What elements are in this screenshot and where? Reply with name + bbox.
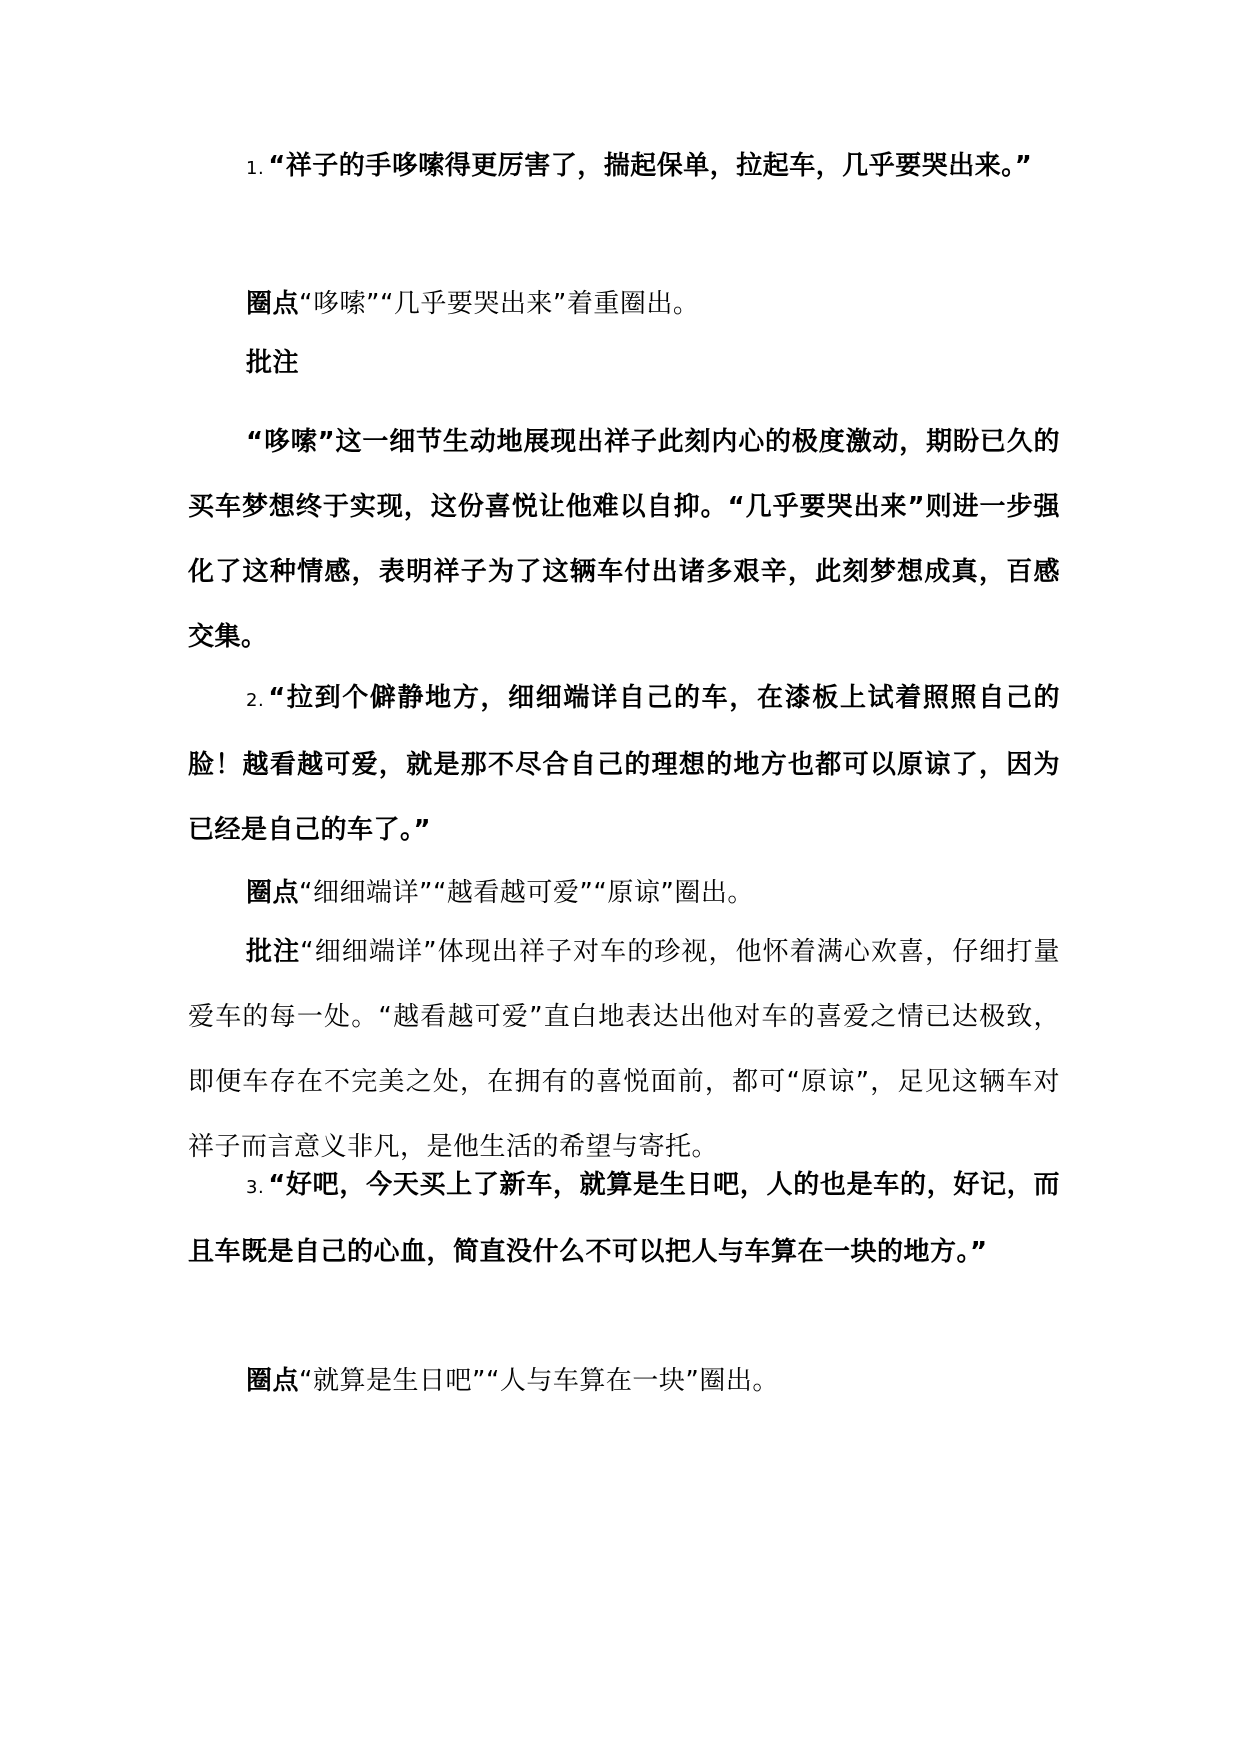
item-1-circle-text: “哆嗦”“几乎要哭出来”着重圈出。 <box>299 289 700 319</box>
item-3-quote <box>188 1153 1060 1285</box>
item-2-note-text: “细细端详”体现出祥子对车的珍视，他怀着满心欢喜，仔细打量爱车的每一处。“越看越可爱”直白地表达出他对车的喜爱之情已达极致，即便车存在不完美之处，在拥有的喜悦面前，都可“原谅”，足见这辆车对祥子而言意义非凡，是他生活的希望与寄托。 <box>188 937 1060 1162</box>
item-2-circle <box>188 861 1060 926</box>
item-1-quote <box>188 134 1060 201</box>
item-1-number: 1. <box>246 158 265 179</box>
item-1-note-text: “哆嗦”这一细节生动地展现出祥子此刻内心的极度激动，期盼已久的买车梦想终于实现，这份喜悦让他难以自抑。“几乎要哭出来”则进一步强化了这种情感，表明祥子为了这辆车付出诸多艰辛，此刻梦想成真，百感交集。 <box>188 427 1060 652</box>
item-3-circle-label: 圈点 <box>246 1366 300 1396</box>
item-1-circle <box>188 272 1060 337</box>
item-2-number: 2. <box>246 690 265 711</box>
item-2-quote <box>188 666 1060 863</box>
item-1-quote-text: “祥子的手哆嗦得更厉害了，揣起保单，拉起车，几乎要哭出来。” <box>268 151 1033 181</box>
item-2-quote-text: “拉到个僻静地方，细细端详自己的车，在漆板上试着照照自己的脸！越看越可爱，就是那不尽合自己的理想的地方也都可以原谅了，因为已经是自己的车了。” <box>188 683 1060 845</box>
item-2-note <box>188 920 1060 1180</box>
item-2-circle-label: 圈点 <box>246 878 300 908</box>
item-3-circle <box>188 1349 1060 1414</box>
item-1-note-label: 批注 <box>246 348 300 378</box>
item-3-number: 3. <box>246 1177 265 1198</box>
item-1-note-heading <box>188 331 1060 396</box>
item-3-circle-text: “就算是生日吧”“人与车算在一块”圈出。 <box>299 1366 779 1396</box>
item-1-note <box>188 410 1060 670</box>
item-2-note-label: 批注 <box>246 937 301 967</box>
item-2-circle-text: “细细端详”“越看越可爱”“原谅”圈出。 <box>299 878 754 908</box>
item-3-quote-text: “好吧，今天买上了新车，就算是生日吧，人的也是车的，好记，而且车既是自己的心血，简直没什么不可以把人与车算在一块的地方。” <box>188 1170 1060 1267</box>
item-1-circle-label: 圈点 <box>246 289 300 319</box>
